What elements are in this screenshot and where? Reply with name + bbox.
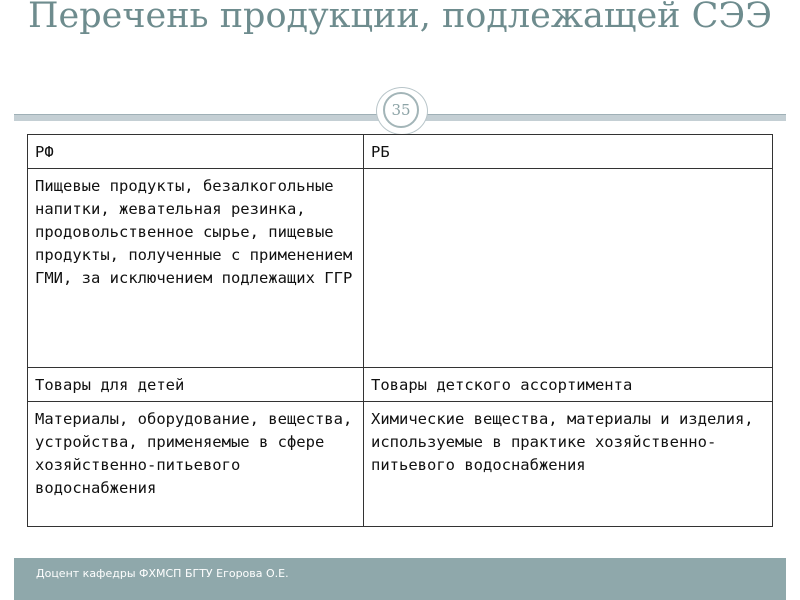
table-row (28, 368, 773, 402)
table-row (28, 169, 773, 368)
header-cell-rf: РФ (28, 135, 364, 169)
slide-number: 35 (383, 92, 419, 128)
header-cell-rb: РБ (364, 135, 773, 169)
table-header-row (28, 135, 773, 169)
table-cell: Товары для детей (28, 368, 364, 402)
table-row (28, 402, 773, 527)
footer-author: Доцент кафедры ФХМСП БГТУ Егорова О.Е. (36, 567, 289, 580)
table-cell: Материалы, оборудование, вещества, устройства, применяемые в сфере хозяйственно-питьевого водоснабжения (28, 402, 364, 527)
table-cell: Химические вещества, материалы и изделия, используемые в практике хозяйственно-питьевого водоснабжения (364, 402, 773, 527)
table-cell (364, 169, 773, 368)
comparison-table (27, 134, 773, 527)
table-cell: Товары детского ассортимента (364, 368, 773, 402)
table-cell: Пищевые продукты, безалкогольные напитки, жевательная резинка, продовольственное сырье, пищевые продукты, полученные с применением ГМИ, за исключением подлежащих ГГР (28, 169, 364, 368)
slide-number-badge (376, 87, 428, 135)
slide-title: Перечень продукции, подлежащей СЭЭ (28, 0, 772, 36)
